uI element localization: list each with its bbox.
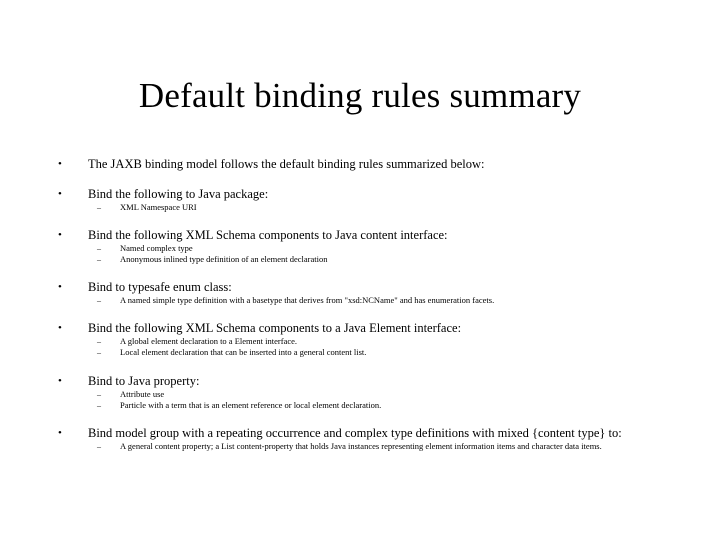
bullet-icon: • (58, 229, 62, 241)
sub-text: XML Namespace URI (120, 202, 197, 212)
sub-text: Attribute use (120, 389, 165, 399)
sub-list (0, 441, 720, 452)
sub-text: A named simple type definition with a basetype that derives from "xsd:NCName" and has enumeration facets. (120, 295, 495, 305)
bullet-text: The JAXB binding model follows the default binding rules summarized below: (88, 157, 485, 171)
bullet-text: Bind to Java property: (88, 374, 200, 388)
slide-title: Default binding rules summary (138, 76, 582, 115)
sub-list (0, 336, 720, 358)
bullet-text: Bind the following to Java package: (88, 187, 269, 201)
sub-item (0, 441, 720, 452)
bullet-icon: • (58, 188, 62, 200)
sub-text: A global element declaration to a Element interface. (120, 336, 298, 346)
bullet-icon: • (58, 158, 62, 170)
sub-text: Anonymous inlined type definition of an element declaration (120, 254, 328, 264)
sub-list (0, 243, 720, 265)
bullet-item (0, 320, 720, 358)
sub-list (0, 295, 720, 306)
bullet-item (0, 186, 720, 213)
dash-icon: – (97, 442, 101, 451)
sub-item (0, 202, 720, 213)
dash-icon: – (97, 401, 101, 410)
sub-item (0, 347, 720, 358)
dash-icon: – (97, 348, 101, 357)
bullet-icon: • (58, 427, 62, 439)
sub-item (0, 336, 720, 347)
dash-icon: – (97, 296, 101, 305)
dash-icon: – (97, 337, 101, 346)
sub-text: A general content property; a List content-property that holds Java instances representing element information items and character data items. (120, 441, 602, 451)
bullet-item (0, 279, 720, 306)
sub-text: Named complex type (120, 243, 193, 253)
dash-icon: – (97, 244, 101, 253)
dash-icon: – (97, 255, 101, 264)
sub-item (0, 400, 720, 411)
bullet-text: Bind to typesafe enum class: (88, 280, 232, 294)
sub-item (0, 295, 720, 306)
bullet-text: Bind the following XML Schema components to Java content interface: (88, 228, 448, 242)
bullet-item (0, 156, 720, 172)
sub-item (0, 389, 720, 400)
sub-text: Local element declaration that can be inserted into a general content list. (120, 347, 367, 357)
sub-item (0, 254, 720, 265)
sub-list (0, 202, 720, 213)
dash-icon: – (97, 390, 101, 399)
bullet-icon: • (58, 281, 62, 293)
bullet-icon: • (58, 375, 62, 387)
bullet-item (0, 425, 720, 452)
bullet-text: Bind the following XML Schema components to a Java Element interface: (88, 321, 462, 335)
dash-icon: – (97, 203, 101, 212)
bullet-icon: • (58, 322, 62, 334)
bullet-item (0, 373, 720, 411)
bullet-item (0, 227, 720, 265)
sub-item (0, 243, 720, 254)
sub-list (0, 389, 720, 411)
sub-text: Particle with a term that is an element reference or local element declaration. (120, 400, 382, 410)
bullet-text: Bind model group with a repeating occurrence and complex type definitions with mixed {content type} to: (88, 426, 622, 440)
